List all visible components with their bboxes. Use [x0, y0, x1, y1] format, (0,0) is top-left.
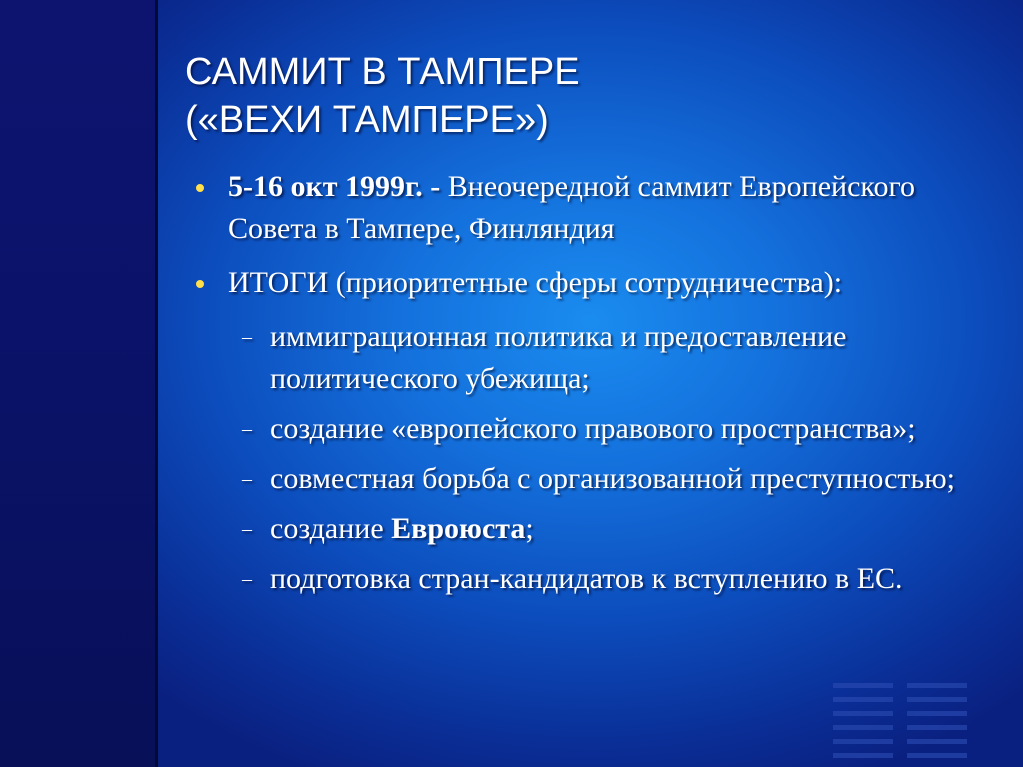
list-item-candidates	[190, 558, 980, 600]
bullet-results	[190, 262, 980, 304]
dash-icon: –	[242, 568, 252, 590]
list-item-text-post: ;	[525, 512, 534, 545]
list-item-text: подготовка стран-кандидатов к вступлению в ЕС.	[270, 562, 903, 595]
list-item-text-pre: создание	[270, 512, 392, 545]
list-item-legal-space	[190, 408, 980, 450]
results-heading: ИТОГИ (приоритетные сферы сотрудничества):	[228, 266, 843, 299]
dash-icon: –	[242, 418, 252, 440]
eurojust-term: Евроюста	[391, 512, 526, 545]
title-line-2: («ВЕХИ ТАМПЕРЕ»)	[185, 99, 549, 141]
left-band	[0, 0, 156, 767]
list-item-eurojust	[190, 508, 980, 550]
list-item-immigration	[190, 316, 980, 400]
list-item-text: создание «европейского правового пространства»;	[270, 412, 916, 445]
bullet-dot-icon	[196, 184, 204, 192]
slide-title	[185, 48, 580, 144]
title-line-1: САММИТ В ТАМПЕРЕ	[185, 51, 580, 93]
dash-icon: –	[242, 468, 252, 490]
list-item-text: совместная борьба с организованной преступностью;	[270, 462, 955, 495]
bullet-summit-date	[190, 166, 980, 250]
summit-description: Внеочередной саммит Европейского Совета в Тампере, Финляндия	[228, 170, 916, 245]
dash-icon: –	[242, 326, 252, 348]
dash-icon: –	[242, 518, 252, 540]
list-item-organized-crime	[190, 458, 980, 500]
decorative-stripes	[833, 683, 969, 767]
list-item-text: иммиграционная политика и предоставление политического убежища;	[270, 320, 847, 395]
bullet-dot-icon	[196, 280, 204, 288]
summit-date: 5-16 окт 1999г. -	[228, 170, 441, 203]
slide-content	[190, 166, 980, 608]
